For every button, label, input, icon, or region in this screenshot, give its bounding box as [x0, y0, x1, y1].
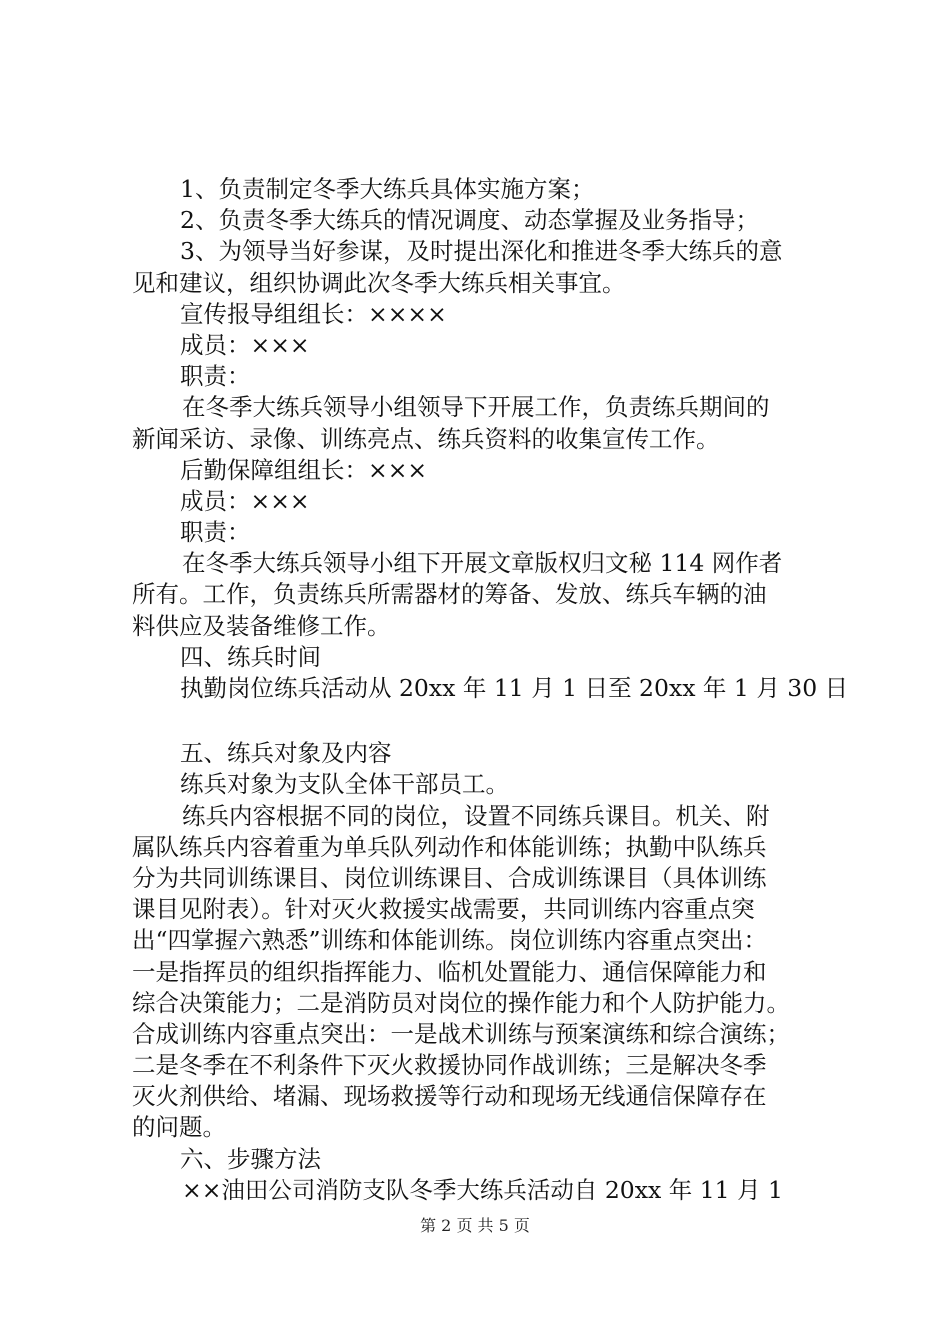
text-line: 新闻采访、录像、训练亮点、练兵资料的收集宣传工作。 [132, 424, 720, 453]
text-line: 料供应及装备维修工作。 [132, 611, 391, 640]
text-line: 的问题。 [132, 1113, 226, 1142]
text-line: 2、负责冬季大练兵的情况调度、动态掌握及业务指导； [180, 206, 759, 235]
text-line: 在冬季大练兵领导小组下开展文章版权归文秘 114 网作者 [182, 549, 783, 578]
text-line: 执勤岗位练兵活动从 20xx 年 11 月 1 日至 20xx 年 1 月 30 日 [180, 674, 849, 702]
section-heading: 四、练兵时间 [180, 642, 321, 671]
text-line: 二是冬季在不利条件下灭火救援协同作战训练；三是解决冬季 [132, 1051, 767, 1080]
text-line: 职责： [180, 518, 251, 547]
text-line: 练兵对象为支队全体干部员工。 [180, 770, 509, 799]
text-line: 练兵内容根据不同的岗位，设置不同练兵课目。机关、附 [182, 801, 770, 830]
text-line: 3、为领导当好参谋，及时提出深化和推进冬季大练兵的意 [180, 237, 783, 266]
text-line: ××油田公司消防支队冬季大练兵活动自 20xx 年 11 月 1 [182, 1175, 783, 1204]
section-heading: 五、练兵对象及内容 [180, 739, 392, 768]
text-line: 合成训练内容重点突出：一是战术训练与预案演练和综合演练； [132, 1019, 790, 1048]
text-line: 综合决策能力；二是消防员对岗位的操作能力和个人防护能力。 [132, 988, 790, 1017]
text-line: 1、负责制定冬季大练兵具体实施方案； [180, 175, 595, 203]
text-line: 在冬季大练兵领导小组领导下开展工作，负责练兵期间的 [182, 393, 770, 422]
text-line: 成员：××× [180, 330, 310, 359]
text-line: 后勤保障组组长：××× [180, 455, 428, 484]
text-line: 成员：××× [180, 486, 310, 515]
paragraph-gap [132, 704, 832, 738]
text-line: 分为共同训练课目、岗位训练课目、合成训练课目（具体训练 [132, 863, 767, 892]
text-line: 一是指挥员的组织指挥能力、临机处置能力、通信保障能力和 [132, 957, 767, 986]
page-footer: 第 2 页 共 5 页 [420, 1216, 530, 1235]
text-line: 职责： [180, 362, 251, 391]
section-heading: 六、步骤方法 [180, 1144, 321, 1173]
text-line: 宣传报导组组长：×××× [180, 299, 447, 328]
text-line: 灭火剂供给、堵漏、现场救援等行动和现场无线通信保障存在 [132, 1082, 767, 1111]
text-line: 见和建议，组织协调此次冬季大练兵相关事宜。 [132, 268, 626, 297]
text-line: 属队练兵内容着重为单兵队列动作和体能训练；执勤中队练兵 [132, 832, 767, 861]
text-line: 出“四掌握六熟悉”训练和体能训练。岗位训练内容重点突出： [132, 926, 768, 955]
document-body [132, 174, 849, 1206]
text-line: 所有。工作，负责练兵所需器材的筹备、发放、练兵车辆的油 [132, 580, 767, 609]
text-line: 课目见附表）。针对灭火救援实战需要，共同训练内容重点突 [132, 895, 755, 924]
